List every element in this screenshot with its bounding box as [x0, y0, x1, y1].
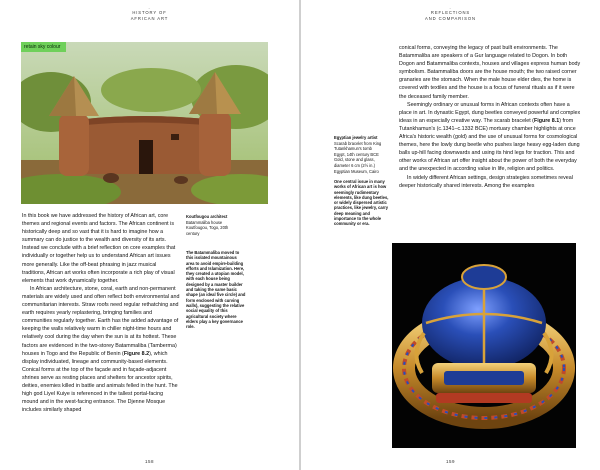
right-caption-line: Egyptian Museum, Cairo	[334, 168, 379, 174]
left-page	[0, 0, 299, 470]
left-caption-line: Koutfougou, Togo, 20th	[186, 225, 229, 231]
left-running-head-line2: AFRICAN ART	[130, 16, 169, 21]
running-head-ornament: ·	[148, 6, 151, 11]
running-head-ornament: ·	[449, 6, 452, 11]
left-caption-title: Koutfougou architect	[186, 214, 228, 219]
figure-reference: Figure 8.1	[533, 117, 560, 124]
photo-label: retain sky colour	[21, 42, 66, 52]
right-caption-title: Egyptian jewelry artist	[334, 135, 378, 140]
left-folio: 158	[144, 459, 154, 464]
scarab-bracelet-photo	[392, 243, 576, 448]
right-pull-quote: One central issue in many works of African art is how seemingly rudimentary elements, like dung beetles, or widely dispersed artistic practices, like jewelry, carry deep meaning and importance to the whole community or era.	[334, 179, 389, 227]
body-paragraph: In this book we have addressed the history of African art, core themes and regional events and factors. The African continent is historically deep and so vast that it is hard to imagine how a summary can do justice to the wealth and diversity of its arts. Instead we conclude with a brief reflection on core examples that individually or together help us to understand African art issues more generally. Like the off-beat phrasing in jazz musical traditions, African art works often incorporate a rich play of visual elements that work dynamically together.	[22, 213, 176, 284]
body-paragraph	[399, 101, 583, 174]
right-figure-caption	[334, 135, 394, 174]
body-text-run: ) from Tutankhamun's (c.1341–c.1332 BCE) mortuary chamber highlights at once Africa's historic wealth (gold) and the use of unusual forms for cosmological themes, here the lowly dung beetle who pushes large heavy egg-laden dung balls up-hill facing downwards and using its hind legs for traction. This and other works of African art offer insight about the power of both the everyday and the unexpected in according value in life, religion and politics.	[399, 117, 580, 173]
left-pull-quote: The Batammaliba moved to this isolated mountainous area to avoid empire-building efforts and Islamization. Here, they created a utopian model, with each house being designed by a master builder and taking the same basic shape (an ideal five circle) and form enclosed with curving walls), suggesting the relative social equality of this agricultural society where elders play a key governance role.	[186, 250, 246, 330]
right-caption-line: Tutankhamun's tomb	[334, 146, 372, 152]
right-caption-line: diameter 6 cm (2½ in.)	[334, 162, 375, 168]
body-paragraph: conical forms, conveying the legacy of past built environments. The Batammaliba are speakers of a Gur language related to Dogon. In both Dogon and Batammaliba contexts, houses and villages express human body symbolism. Batammaliba doors are the house mouth; the two raised corner granaries are the stomach. When the male house elder dies, the home is covered with textiles and the house is a focus of funeral rituals as if it were the deceased family member.	[399, 45, 581, 100]
figure-reference: Figure 8.2	[123, 350, 150, 357]
left-body-text	[22, 212, 180, 414]
right-running-head-line1: REFLECTIONS	[430, 10, 471, 15]
left-caption-line: Batammaliba house	[186, 219, 223, 225]
right-caption-line: Egypt, 14th century BCE	[334, 151, 379, 157]
house-illustration	[21, 42, 268, 204]
batammaliba-house-photo	[21, 42, 268, 204]
left-caption-line: century	[186, 230, 200, 236]
right-caption-line: Gold, stone and glass,	[334, 157, 375, 163]
body-text-run: Seemingly ordinary or unusual forms in African contexts often have a place in art. In dynastic Egypt, dung beetles conveyed powerful and complex ideas in an especially creative way. The scarab bracelet (	[399, 101, 581, 124]
right-body-text	[399, 44, 583, 190]
body-text-run: In African architecture, stone, coral, earth and non-permanent materials are widely used and often reflect both environmental and communitarian interests. Straw roofs need regular rethatching and earth requires yearly replastering, bringing families and communities regularly together. Earth has the added advantage of keeping the walls relatively warm in chiller night-time hours and relatively cool during the day when the sun is at its hottest. These factors are evidenced in the two-storey Batammaliba (Tamberma) houses in Togo and the Republic of Benin (	[22, 285, 180, 357]
right-folio: 159	[445, 459, 455, 464]
right-running-head-line2: AND COMPARISON	[425, 16, 476, 21]
left-running-head-line1: HISTORY OF	[132, 10, 167, 15]
right-running-head	[301, 6, 600, 22]
right-caption-line: Scarab bracelet from King	[334, 140, 382, 146]
scarab-illustration	[392, 243, 576, 448]
left-running-head	[0, 6, 299, 22]
body-paragraph: In widely different African settings, design strategies sometimes reveal deeper historically shared interests. Among the examples	[399, 174, 573, 189]
body-text-run: ), which display individuated, lineage and community-based elements. Conical forms at the top of the façade and in façade-adjacent shrines serve as resting places and shelters for ancestor spirits, deities, enemies killed in battle and animals felled in the hunt. The high god Liyel Kuiye is referenced in the tallest portal-facing mound and in the west-facing entrance. The Djenne Mosque includes similarly shaped	[22, 350, 178, 414]
body-paragraph	[22, 285, 180, 415]
left-figure-caption	[186, 214, 254, 236]
